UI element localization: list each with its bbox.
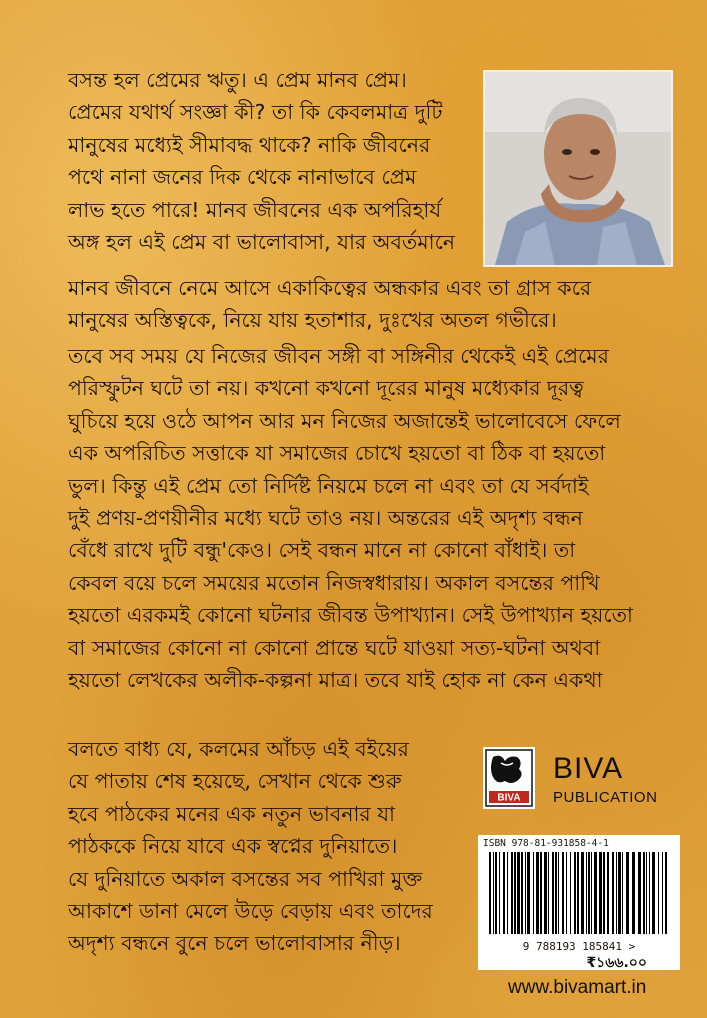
text-line: পথে নানা জনের দিক থেকে নানাভাবে প্রেম [68,165,417,190]
barcode-bar [555,852,557,934]
barcode-box [478,835,680,970]
barcode-bar [616,852,617,934]
text-line: হবে পাঠকের মনের এক নতুন ভাবনার যা [68,801,395,826]
text-line: লাভ হতে পারে! মানব জীবনের এক অপরিহার্য [68,197,442,222]
price-text: ₹১৬৬.০০ [586,955,647,971]
barcode-bar [566,852,567,934]
barcode-bar [495,852,497,934]
barcode-bar [525,852,526,934]
barcode-bar [574,852,576,934]
barcode-bar [646,852,647,934]
barcode-bar [588,852,590,934]
text-line: বসন্ত হল প্রেমের ঋতু। এ প্রেম মানব প্রেম। [68,68,407,92]
website-link[interactable]: www.bivamart.in [508,977,647,998]
barcode-bar [489,852,491,934]
barcode-bar [594,852,597,934]
barcode-bar [581,852,584,934]
isbn-text: ISBN 978-81-931858-4-1 [483,838,609,849]
barcode-bar [570,852,571,934]
text-line: মানব জীবনে নেমে আসে একাকিত্বের অন্ধকার এবং তা গ্রাস করে [68,276,592,300]
barcode-bar [586,852,587,934]
barcode-bar [665,852,667,934]
barcode-bar [638,852,641,934]
barcode-bar [548,852,549,934]
text-line: মানুষের অস্তিত্বকে, নিয়ে যায় হতাশার, দুঃখের অতল গভীরে। [68,308,557,333]
barcode-bar [599,852,602,934]
barcode-bar [652,852,655,934]
barcode-bar [643,852,645,934]
text-line: দুই প্রণয়-প্রণয়ীনীর মধ্যে ঘটে তাও নয়। অন্তরের এই অদৃশ্য বন্ধন [68,506,583,531]
text-line: হয়তো লেখকের অলীক-কল্পনা মাত্র। তবে যাই হোক না কেন একথা [68,668,603,693]
text-line: পাঠককে নিয়ে যাবে এক স্বপ্নের দুনিয়াতে। [68,834,398,859]
barcode-bar [544,852,547,934]
barcode-bar [612,852,614,934]
text-line: মানুষের মধ্যেই সীমাবদ্ধ থাকে? নাকি জীবনের [68,132,431,157]
text-line: এক অপরিচিত সত্তাকে যা সমাজের চোখে হয়তো বা ঠিক বা হয়তো [68,441,606,466]
barcode-bar [540,852,542,934]
publisher-name: BIVA [553,752,624,785]
barcode-bar [603,852,605,934]
barcode-icon [483,850,675,936]
barcode-bar [536,852,539,934]
barcode-bar [514,852,516,934]
barcode-bar [493,852,494,934]
text-line: হয়তো এরকমই কোনো ঘটনার জীবন্ত উপাখ্যান। সেই উপাখ্যান হয়তো [68,603,633,628]
barcode-bar [622,852,623,934]
barcode-bar [562,852,564,934]
text-line: ঘুচিয়ে হয়ে ওঠে আপন আর মন নিজের অজান্তেই ভালোবেসে ফেলে [68,408,621,433]
biva-logo-icon [483,747,535,809]
barcode-bar [533,852,534,934]
barcode-bar [507,852,508,934]
author-photo [483,70,673,267]
barcode-bar [527,852,530,934]
text-line: অদৃশ্য বন্ধনে বুনে চলে ভালোবাসার নীড়। [68,931,401,956]
text-line: যে পাতায় শেষ হয়েছে, সেখান থেকে শুরু [68,769,402,794]
text-line: প্রেমের যথার্থ সংজ্ঞা কী? তা কি কেবলমাত্র দুটি [68,100,443,125]
text-line: অঙ্গ হল এই প্রেম বা ভালোবাসা, যার অবর্তমানে [68,230,456,255]
barcode-bar [521,852,523,934]
text-line: বেঁধে রাখে দুটি বন্ধু'কেও। সেই বন্ধন মানে না কোনো বাঁধাই। তা [68,538,576,563]
blurb-paragraph-2-continued [68,733,478,960]
barcode-bar [558,852,559,934]
barcode-bar [618,852,621,934]
blurb-paragraph-2 [68,340,683,696]
blurb-paragraph-1-continued [68,272,673,337]
barcode-bar [626,852,629,934]
text-line: আকাশে ডানা মেলে উড়ে বেড়ায় এবং তাদের [68,899,433,924]
publisher-brand [553,754,657,808]
barcode-bar [632,852,635,934]
publisher-subtitle: PUBLICATION [553,789,658,806]
barcode-bar [591,852,592,934]
barcode-bar [577,852,579,934]
blurb-paragraph-1 [68,64,478,258]
text-line: বলতে বাধ্য যে, কলমের আঁচড় এই বইয়ের [68,737,409,761]
text-line: তবে সব সময় যে নিজের জীবন সঙ্গী বা সঙ্গিনীর থেকেই এই প্রেমের [68,344,609,368]
barcode-digits: 9 788193 185841 > [522,940,636,953]
text-line: যে দুনিয়াতে অকাল বসন্তের সব পাখিরা মুক্ত [68,866,423,891]
text-line: বা সমাজের কোনো না কোনো প্রান্তে ঘটে যাওয়া সত্য-ঘটনা অথবা [68,635,601,660]
barcode-bar [662,852,663,934]
barcode-bar [517,852,520,934]
logo-text: BIVA [497,792,521,804]
barcode-bar [511,852,513,934]
text-line: পরিস্ফুটন ঘটে তা নয়। কখনো কখনো দূরের মানুষ মধ্যেকার দূরত্ব [68,376,584,401]
barcode-bar [607,852,609,934]
text-line: কেবল বয়ে চলে সময়ের মতোন নিজস্বধারায়। অকাল বসন্তের পাখি [68,570,600,595]
barcode-bar [649,852,650,934]
barcode-bar [503,852,505,934]
barcode-bar [552,852,554,934]
text-line: ভুল। কিন্তু এই প্রেম তো নির্দিষ্ট নিয়মে চলে না এবং তা যে সর্বদাই [68,473,589,498]
barcode-bar [499,852,500,934]
barcode-bar [658,852,659,934]
